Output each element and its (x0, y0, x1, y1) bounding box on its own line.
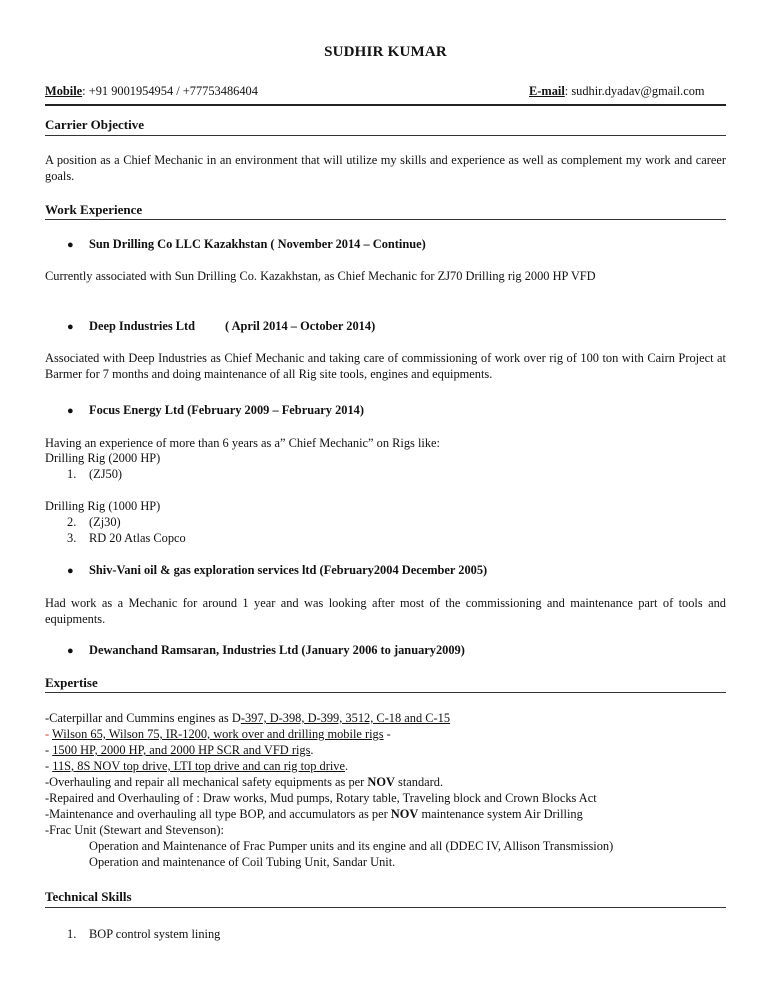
divider (45, 219, 726, 220)
expertise-item: -Repaired and Overhauling of : Draw works, Mud pumps, Rotary table, Traveling block and Crown Blocks Act (45, 791, 597, 805)
email-value[interactable]: : sudhir.dyadav@gmail.com (564, 84, 705, 98)
job-deep-industries: ● Deep Industries Ltd ( April 2014 – October 2014) (67, 319, 376, 333)
objective-text: A position as a Chief Mechanic in an environment that will utilize my skills and experience as well as complement my work and career goals. (45, 153, 726, 183)
rig-item: (ZJ50) (89, 467, 123, 481)
technical-heading: Technical Skills (45, 889, 132, 904)
job-focus-energy-desc: Having an experience of more than 6 years as a” Chief Mechanic” on Rigs like: (45, 436, 440, 450)
email-label: E-mail (529, 84, 565, 98)
job-sun-drilling: ● Sun Drilling Co LLC Kazakhstan ( November 2014 – Continue) (67, 237, 426, 251)
divider (45, 135, 726, 136)
expertise-item: - Wilson 65, Wilson 75, IR-1200, work over and drilling mobile rigs - (45, 727, 391, 741)
mobile-label: Mobile (45, 84, 83, 98)
contact-line (45, 84, 726, 100)
expertise-item: - 1500 HP, 2000 HP, and 2000 HP SCR and VFD rigs. (45, 743, 314, 757)
list-number: 1. (67, 467, 77, 481)
divider (45, 692, 726, 693)
expertise-subitem: Operation and Maintenance of Frac Pumper units and its engine and all (DDEC IV, Allison Transmission) (89, 839, 614, 853)
bullet-icon: ● (67, 321, 74, 333)
job-shiv-vani-desc: Had work as a Mechanic for around 1 year and was looking after most of the commissioning and maintenance part of tools and equipments. (45, 596, 726, 626)
technical-skill-item: BOP control system lining (89, 927, 221, 941)
expertise-item: -Overhauling and repair all mechanical safety equipments as per NOV standard. (45, 775, 444, 789)
job-deep-industries-desc: Associated with Deep Industries as Chief Mechanic and taking care of commissioning of work over rig of 100 ton with Cairn Project at Barmer for 7 months and doing maintenance of all Rig site tools, engines and equipments. (45, 351, 726, 381)
list-number: 1. (67, 927, 77, 941)
mobile-value: : +91 9001954954 / +77753486404 (82, 84, 258, 98)
expertise-item: -Frac Unit (Stewart and Stevenson): (45, 823, 224, 837)
bullet-icon: ● (67, 405, 74, 417)
divider (45, 104, 726, 106)
bullet-icon: ● (67, 565, 74, 577)
expertise-item: - 11S, 8S NOV top drive, LTI top drive and can rig top drive. (45, 759, 349, 773)
rig-heading: Drilling Rig (1000 HP) (45, 499, 161, 513)
job-dewanchand: ● Dewanchand Ramsaran, Industries Ltd (January 2006 to january2009) (67, 643, 465, 657)
candidate-name: SUDHIR KUMAR (324, 44, 447, 60)
expertise-item: -Maintenance and overhauling all type BOP, and accumulators as per NOV maintenance system Air Drilling (45, 807, 583, 821)
rig-item: (Zj30) (89, 515, 121, 529)
bullet-icon: ● (67, 645, 74, 657)
expertise-heading: Expertise (45, 675, 98, 690)
email-info (529, 84, 705, 99)
job-focus-energy: ● Focus Energy Ltd (February 2009 – February 2014) (67, 403, 364, 417)
rig-item: RD 20 Atlas Copco (89, 531, 186, 545)
objective-heading: Carrier Objective (45, 117, 145, 132)
mobile-info (45, 84, 258, 99)
list-number: 3. (67, 531, 77, 545)
job-shiv-vani: ● Shiv-Vani oil & gas exploration services ltd (February2004 December 2005) (67, 563, 488, 577)
divider (45, 907, 726, 908)
bullet-icon: ● (67, 239, 74, 251)
expertise-item: -Caterpillar and Cummins engines as D-397, D-398, D-399, 3512, C-18 and C-15 (45, 711, 451, 725)
work-heading: Work Experience (45, 202, 143, 217)
job-sun-drilling-desc: Currently associated with Sun Drilling Co. Kazakhstan, as Chief Mechanic for ZJ70 Drilling rig 2000 HP VFD (45, 269, 596, 283)
rig-heading: Drilling Rig (2000 HP) (45, 451, 161, 465)
list-number: 2. (67, 515, 77, 529)
expertise-subitem: Operation and maintenance of Coil Tubing Unit, Sandar Unit. (89, 855, 396, 869)
